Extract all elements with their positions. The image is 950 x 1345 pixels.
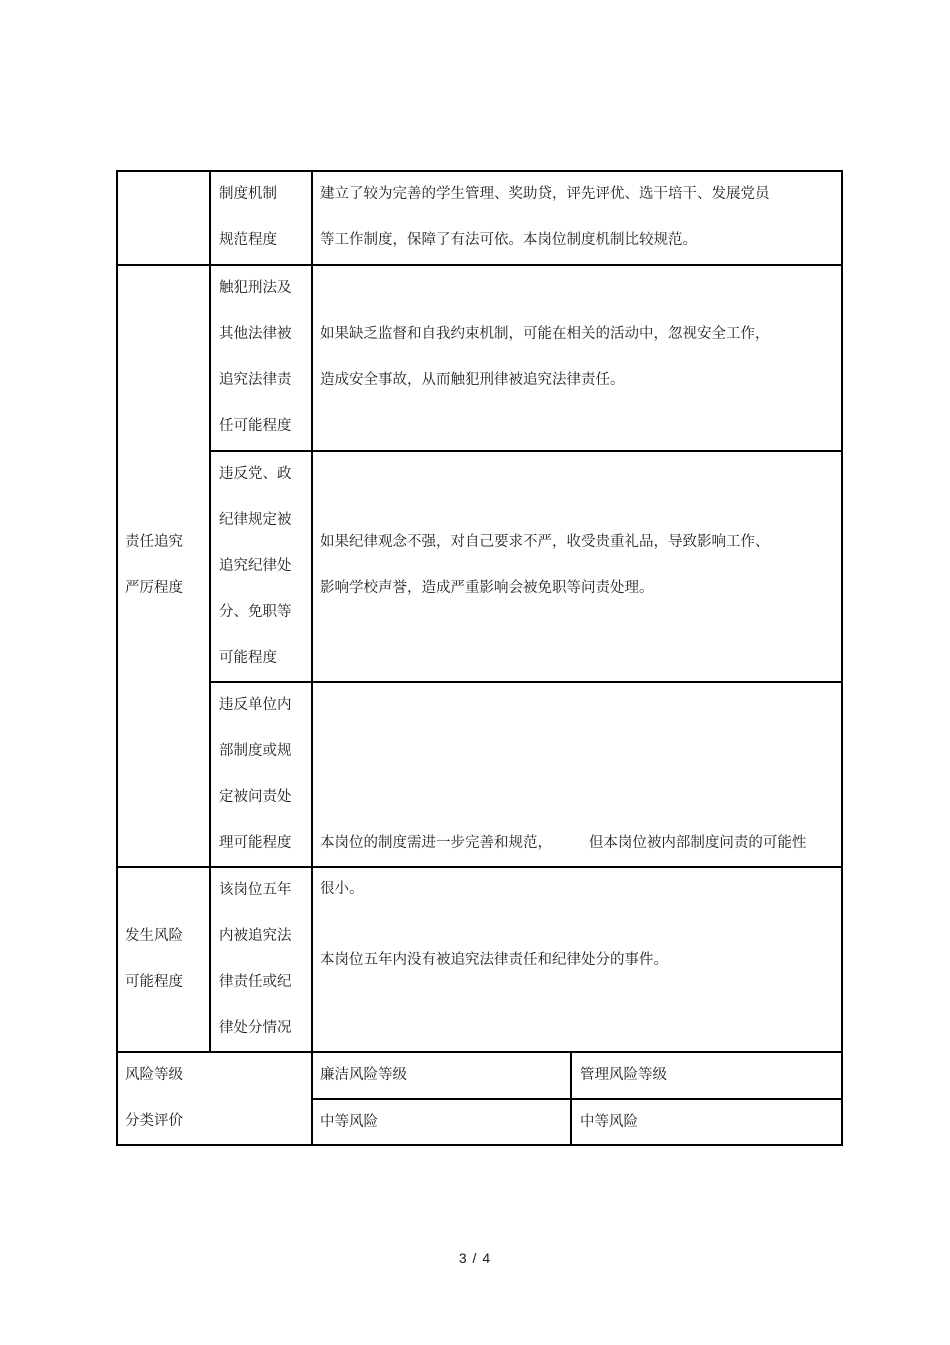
sub-item-label: 制度机制 规范程度: [219, 186, 277, 248]
column-divider: [311, 170, 313, 1145]
integrity-risk-header: 廉洁风险等级: [320, 1067, 407, 1083]
content-cell: 建立了较为完善的学生管理、奖助贷，评先评优、选干培干、发展党员 等工作制度，保障了有法可依。本岗位制度机制比较规范。: [320, 186, 770, 248]
page-number: 3 / 4: [458, 1250, 492, 1266]
category-label: 发生风险 可能程度: [125, 928, 183, 990]
sub-item-label: 该岗位五年 内被追究法 律责任或纪 律处分情况: [219, 882, 292, 1036]
table-right-border: [841, 170, 843, 1145]
sub-item-label: 触犯刑法及 其他法律被 追究法律责 任可能程度: [219, 280, 292, 434]
content-cell: 如果缺乏监督和自我约束机制，可能在相关的活动中，忽视安全工作， 造成安全事故，从而触犯刑律被追究法律责任。: [320, 326, 770, 388]
sub-item-label: 违反单位内 部制度或规 定被问责处 理可能程度: [219, 697, 292, 851]
column-divider: [209, 170, 211, 1052]
row-divider: [209, 450, 843, 452]
row-divider: [116, 1051, 843, 1053]
integrity-risk-value: 中等风险: [320, 1114, 378, 1130]
table-left-border: [116, 170, 118, 1145]
content-cell: 如果纪律观念不强，对自己要求不严，收受贵重礼品，导致影响工作、 影响学校声誉，造成严重影响会被免职等问责处理。: [320, 534, 770, 596]
category-label: 责任追究 严厉程度: [125, 534, 183, 596]
content-cell: 本岗位五年内没有被追究法律责任和纪律处分的事件。: [320, 952, 668, 968]
row-divider: [311, 1098, 843, 1100]
row-divider: [209, 681, 843, 683]
management-risk-value: 中等风险: [580, 1114, 638, 1130]
sub-item-label: 违反党、政 纪律规定被 追究纪律处 分、免职等 可能程度: [219, 466, 292, 666]
management-risk-header: 管理风险等级: [580, 1067, 667, 1083]
risk-category-label: 风险等级 分类评价: [125, 1067, 183, 1129]
table-bottom-border: [116, 1144, 843, 1146]
column-divider: [570, 1051, 572, 1145]
content-cell: 本岗位的制度需进一步完善和规范， 但本岗位被内部制度问责的可能性 很小。: [320, 835, 807, 897]
